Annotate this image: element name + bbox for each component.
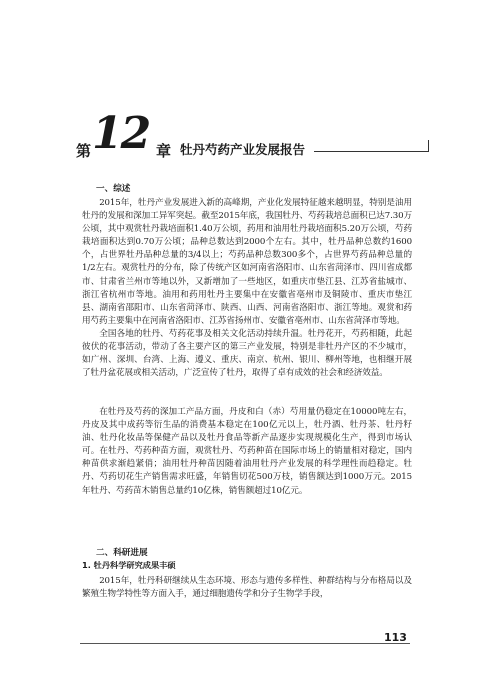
paragraph-research-1: 2015年，牡丹科研继续从生态环境、形态与遗传多样性、种群结构与分布格局以及繁殖生物学特性等方面入手，通过细胞遗传学和分子生物学手段，: [82, 576, 412, 600]
chapter-prefix: 第: [76, 142, 92, 160]
footer-rule: [80, 643, 410, 644]
subheading-research-1: 1. 牡丹科学研究成果丰硕: [82, 560, 176, 570]
chapter-title-rule: [314, 151, 428, 152]
paragraph-overview-3: 在牡丹及芍药的深加工产品方面，丹皮和白（赤）芍用量仍稳定在10000吨左右，丹皮及其中成药等衍生品的消费基本稳定在100亿元以上，牡丹酒、牡丹茶、牡丹籽油、牡丹化妆品等保健产品以及牡丹食品等新产品逐步实现规模化生产，得到市场认可。在牡丹、芍药种苗方面，观赏牡丹、芍药种苗在国际市场上的销量相对稳定，国内种苗供求渐趋紧俏；油用牡丹种苗因随着油用牡丹产业发展的科学理性而趋稳定。牡丹、芍药切花生产销售需求旺盛，年销售切花500万枝，销售额达到1000万元。2015年牡丹、芍药苗木销售总量约10亿株，销售额超过10亿元。: [82, 407, 412, 496]
paragraph-overview-1: 2015年，牡丹产业发展进入新的高峰期，产业化发展特征越来越明显，特别是油用牡丹的发展和深加工异军突起。截至2015年底，我国牡丹、芍药栽培总面积已达7.30万公顷，其中观赏牡丹栽培面积1.40万公顷，药用和油用牡丹栽培面积5.20万公顷，芍药栽培面积达到0.70万公顷；品种总数达到2000个左右。其中，牡丹品种总数约1600个，占世界牡丹品种总量的3/4以上；芍药品种总数300多个，占世界芍药品种总量的1/2左右。观赏牡丹的分布，除了传统产区如河南省洛阳市、山东省菏泽市、四川省成都市、甘肃省兰州市等地以外，又新增加了一些地区，如重庆市垫江县、江苏省盐城市、浙江省杭州市等地。油用和药用牡丹主要集中在安徽省亳州市及铜陵市、重庆市垫江县、湖南省邵阳市、山东省菏泽市、陕西、山西、河南省洛阳市、浙江等地。观赏和药用芍药主要集中在河南省洛阳市、江苏省扬州市、安徽省亳州市、山东省菏泽市等地。: [82, 198, 412, 326]
chapter-title-rule-end: [428, 140, 429, 152]
chapter-title: 牡丹芍药产业发展报告: [180, 142, 306, 157]
chapter-suffix: 章: [156, 142, 172, 160]
section-heading-research: 二、科研进展: [96, 548, 148, 558]
chapter-number: 12: [92, 108, 150, 159]
chapter-heading: [76, 108, 436, 168]
paragraph-overview-2: 全国各地的牡丹、芍药花事及相关文化活动持续升温。牡丹花开，芍药相随，此起彼伏的花事活动，带动了各主要产区的第三产业发展，特别是非牡丹产区的不少城市，如广州、深圳、台湾、上海、遵义、重庆、南京、杭州、银川、柳州等地，也相继开展了牡丹盆花展或相关活动，广泛宣传了牡丹，取得了卓有成效的社会和经济效益。: [82, 329, 412, 379]
section-heading-overview: 一、综述: [96, 184, 131, 194]
page-number: 113: [384, 631, 407, 644]
